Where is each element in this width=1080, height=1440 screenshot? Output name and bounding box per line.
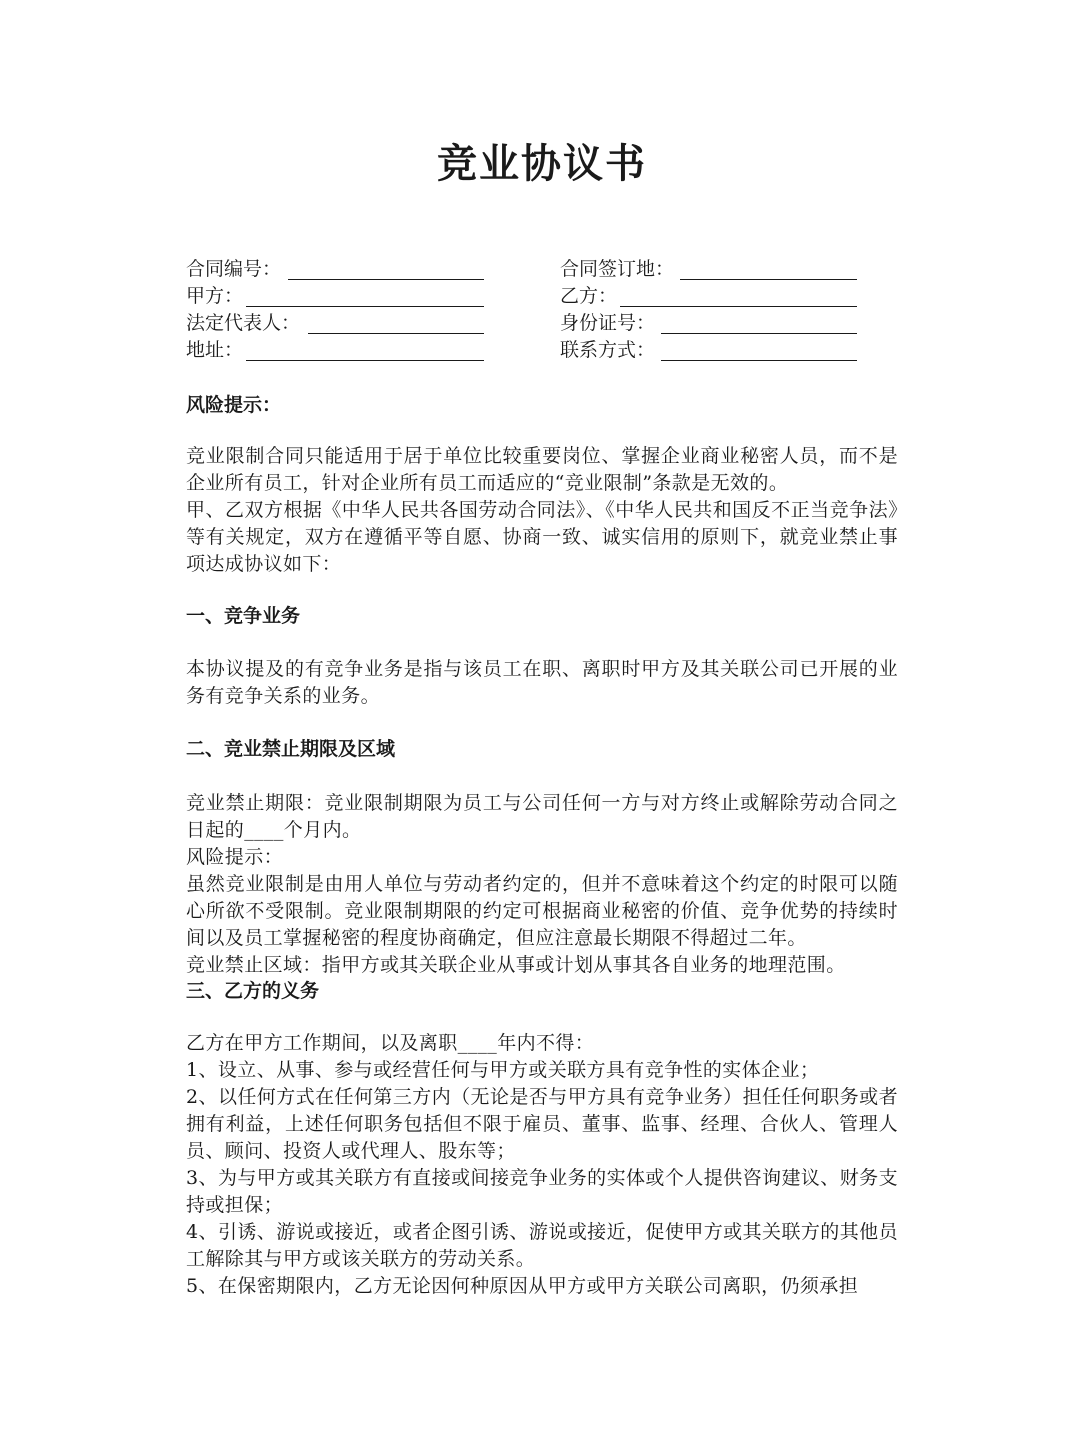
section-2-line: 竞业禁止区域：指甲方或其关联企业从事或计划从事其各自业务的地理范围。: [186, 954, 846, 976]
section-2-line: 风险提示：: [186, 846, 284, 868]
address-field[interactable]: [186, 337, 484, 364]
address-label: 地址：: [186, 339, 244, 361]
sign-place-label: 合同签订地：: [560, 258, 675, 280]
section-3-body: [186, 1030, 898, 1300]
section-1-body: [186, 656, 898, 710]
legal-rep-field[interactable]: [186, 310, 484, 337]
contract-no-field[interactable]: [186, 256, 484, 283]
legal-rep-label: 法定代表人：: [186, 312, 301, 334]
sign-place-field[interactable]: [560, 256, 857, 283]
party-b-field[interactable]: [560, 283, 857, 310]
section-3-line: 2、以任何方式在任何第三方内（无论是否与甲方具有竞争业务）担任任何职务或者拥有利益，上述任何职务包括但不限于雇员、董事、监事、经理、合伙人、管理人员、顾问、投资人或代理人、股东等；: [186, 1086, 898, 1162]
id-no-label: 身份证号：: [560, 312, 656, 334]
section-1-heading: 一、竞争业务: [186, 605, 301, 627]
risk-heading: 风险提示：: [186, 394, 282, 416]
section-3-heading: 三、乙方的义务: [186, 980, 320, 1002]
section-2-line: 虽然竞业限制是由用人单位与劳动者约定的，但并不意味着这个约定的时限可以随心所欲不受限制。竞业限制期限的约定可根据商业秘密的价值、竞争优势的持续时间以及员工掌握秘密的程度协商确定，但应注意最长期限不得超过二年。: [186, 873, 898, 949]
section-2-heading: 二、竞业禁止期限及区域: [186, 738, 396, 760]
legal-rep-line: [308, 333, 484, 334]
address-line: [246, 360, 484, 361]
id-no-line: [661, 333, 857, 334]
contract-no-line: [288, 279, 484, 280]
section-3-line: 5、在保密期限内，乙方无论因何种原因从甲方或甲方关联公司离职，仍须承担: [186, 1275, 859, 1297]
contact-line: [661, 360, 857, 361]
section-2-line: 竞业禁止期限：竞业限制期限为员工与公司任何一方与对方终止或解除劳动合同之日起的____个月内。: [186, 792, 898, 841]
risk-section: [186, 443, 898, 578]
party-b-label: 乙方：: [560, 285, 618, 307]
contact-field[interactable]: [560, 337, 857, 364]
document-title: 竞业协议书: [437, 140, 647, 187]
section-3-line: 4、引诱、游说或接近，或者企图引诱、游说或接近，促使甲方或其关联方的其他员工解除其与甲方或该关联方的劳动关系。: [186, 1221, 898, 1270]
section-2-body: [186, 790, 898, 979]
risk-paragraph: 甲、乙双方根据《中华人民共各国劳动合同法》、《中华人民共和国反不正当竞争法》等有关规定，双方在遵循平等自愿、协商一致、诚实信用的原则下，就竞业禁止事项达成协议如下：: [186, 499, 898, 575]
sign-place-line: [680, 279, 857, 280]
party-a-field[interactable]: [186, 283, 484, 310]
party-b-line: [620, 306, 857, 307]
party-a-label: 甲方：: [186, 285, 244, 307]
contact-label: 联系方式：: [560, 339, 656, 361]
contract-no-label: 合同编号：: [186, 258, 282, 280]
section-3-line: 1、设立、从事、参与或经营任何与甲方或关联方具有竞争性的实体企业；: [186, 1059, 820, 1081]
section-3-line: 3、为与甲方或其关联方有直接或间接竞争业务的实体或个人提供咨询建议、财务支持或担保；: [186, 1167, 898, 1216]
section-1-text: 本协议提及的有竞争业务是指与该员工在职、离职时甲方及其关联公司已开展的业务有竞争关系的业务。: [186, 658, 898, 707]
id-no-field[interactable]: [560, 310, 857, 337]
risk-paragraph: 竞业限制合同只能适用于居于单位比较重要岗位、掌握企业商业秘密人员，而不是企业所有员工，针对企业所有员工而适应的“竞业限制”条款是无效的。: [186, 445, 898, 494]
party-a-line: [246, 306, 484, 307]
section-3-line: 乙方在甲方工作期间，以及离职____年内不得：: [186, 1032, 595, 1054]
